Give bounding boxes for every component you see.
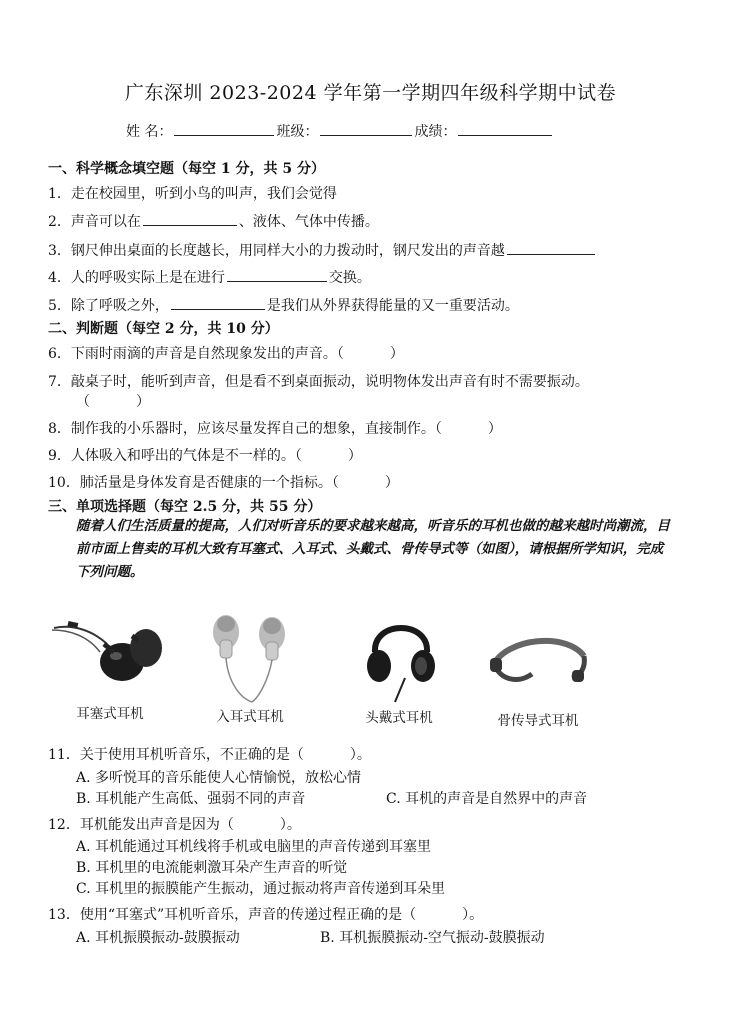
figure-caption: 入耳式耳机: [216, 709, 284, 725]
answer-blank[interactable]: [171, 295, 265, 310]
question-7: [48, 371, 589, 391]
section-heading-choice: 三、单项选择题（每空 2.5 分，共 55 分）: [48, 499, 322, 515]
answer-blank[interactable]: [143, 211, 237, 226]
question-text: 制作我的小乐器时，应该尽量发挥自己的想象，直接制作。（: [70, 421, 442, 437]
class-label: 班级：: [276, 124, 319, 140]
question-number: 2．: [48, 214, 71, 230]
question-stem: 关于使用耳机听音乐，不正确的是（: [79, 747, 304, 763]
question-number: 7．: [48, 374, 71, 390]
question-number: 1．: [48, 186, 71, 202]
figure-caption: 耳塞式耳机: [76, 706, 144, 722]
question-9: [48, 445, 362, 465]
question-number: 12．: [48, 817, 80, 833]
question-number: 11．: [48, 747, 80, 763]
option-b[interactable]: B. 耳机能产生高低、强弱不同的声音: [76, 791, 306, 807]
option-a[interactable]: A. 耳机振膜振动-鼓膜振动: [76, 930, 240, 946]
option-b[interactable]: B. 耳机振膜振动-空气振动-鼓膜振动: [320, 930, 545, 946]
question-6: [48, 343, 404, 363]
question-number: 10．: [48, 475, 80, 491]
question-11: [48, 744, 371, 764]
question-text: 人体吸入和呼出的气体是不一样的。（: [70, 448, 302, 464]
question-text: 敲桌子时，能听到声音，但是看不到桌面振动，说明物体发出声音有时不需要振动。: [70, 374, 589, 390]
stem-end: ）。: [462, 907, 484, 923]
question-8: [48, 418, 502, 438]
question-number: 5．: [48, 298, 71, 314]
question-number: 8．: [48, 421, 71, 437]
question-text: 走在校园里，听到小鸟的叫声，我们会觉得: [70, 186, 337, 202]
figure-caption: 头戴式耳机: [365, 710, 433, 726]
question-3: [48, 240, 597, 260]
question-text: 肺活量是身体发育是否健康的一个指标。（: [79, 475, 339, 491]
close-paren: ）: [389, 346, 404, 362]
question-text: 下雨时雨滴的声音是自然现象发出的声音。（: [70, 346, 344, 362]
figure-caption: 骨传导式耳机: [497, 713, 579, 729]
question-text: 声音可以在: [70, 214, 141, 230]
question-text-after: 是我们从外界获得能量的又一重要活动。: [266, 298, 519, 314]
in-ear-headphones-image: [200, 602, 304, 704]
close-paren: ）: [347, 448, 362, 464]
option-c[interactable]: C. 耳机的声音是自然界中的声音: [386, 791, 588, 807]
question-13: [48, 904, 483, 924]
question-stem: 使用“耳塞式”耳机听音乐，声音的传递过程正确的是（: [79, 907, 417, 923]
reading-passage: 随着人们生活质量的提高，人们对听音乐的要求越来越高，听音乐的耳机也做的越来越时尚潮流，目前市面上售卖的耳机大致有耳塞式、入耳式、头戴式、骨传导式等（如图），请根据所学知识，完成下列问题。: [76, 518, 670, 580]
answer-blank[interactable]: [227, 267, 327, 282]
answer-blank[interactable]: [507, 240, 595, 255]
close-paren: ）: [136, 394, 150, 410]
stem-end: ）。: [349, 747, 371, 763]
question-12: [48, 814, 301, 834]
section-heading-judge: 二、判断题（每空 2 分，共 10 分）: [48, 321, 279, 337]
question-number: 9．: [48, 448, 71, 464]
question-text: 除了呼吸之外，: [70, 298, 169, 314]
question-1: [48, 183, 337, 203]
earbud-headphones-image: [52, 600, 164, 690]
score-label: 成绩：: [414, 124, 457, 140]
question-text-after: 、液体、气体中传播。: [238, 214, 379, 230]
option-a[interactable]: A. 多听悦耳的音乐能使人心情愉悦，放松心情: [76, 770, 362, 786]
question-4: [48, 267, 371, 287]
question-text: 钢尺伸出桌面的长度越长，用同样大小的力拨动时，钢尺发出的声音越: [70, 243, 505, 259]
question-text-after: 交换。: [328, 270, 371, 286]
student-info-line: [126, 121, 554, 141]
question-2: [48, 211, 379, 231]
class-blank[interactable]: [320, 121, 412, 136]
question-number: 4．: [48, 270, 71, 286]
close-paren: ）: [384, 475, 399, 491]
question-7-paren: [76, 391, 150, 411]
question-text: 人的呼吸实际上是在进行: [70, 270, 225, 286]
section-heading-fill: 一、科学概念填空题（每空 1 分，共 5 分）: [48, 161, 325, 177]
score-blank[interactable]: [458, 121, 552, 136]
question-5: [48, 295, 519, 315]
option-b[interactable]: B. 耳机里的电流能刺激耳朵产生声音的听觉: [76, 860, 348, 876]
over-ear-headphones-image: [365, 608, 437, 704]
question-number: 13．: [48, 907, 80, 923]
name-blank[interactable]: [174, 121, 274, 136]
option-c[interactable]: C. 耳机里的振膜能产生振动，通过振动将声音传递到耳朵里: [76, 881, 446, 897]
close-paren: ）: [487, 421, 502, 437]
bone-conduction-headphones-image: [488, 630, 590, 694]
question-10: [48, 472, 399, 492]
question-number: 6．: [48, 346, 71, 362]
name-label: 姓 名：: [126, 124, 173, 140]
option-a[interactable]: A. 耳机能通过耳机线将手机或电脑里的声音传递到耳塞里: [76, 839, 432, 855]
question-stem: 耳机能发出声音是因为（: [79, 817, 234, 833]
question-number: 3．: [48, 243, 71, 259]
open-paren: （: [76, 394, 90, 410]
stem-end: ）。: [279, 817, 301, 833]
exam-title: 广东深圳 2023-2024 学年第一学期四年级科学期中试卷: [124, 82, 617, 104]
